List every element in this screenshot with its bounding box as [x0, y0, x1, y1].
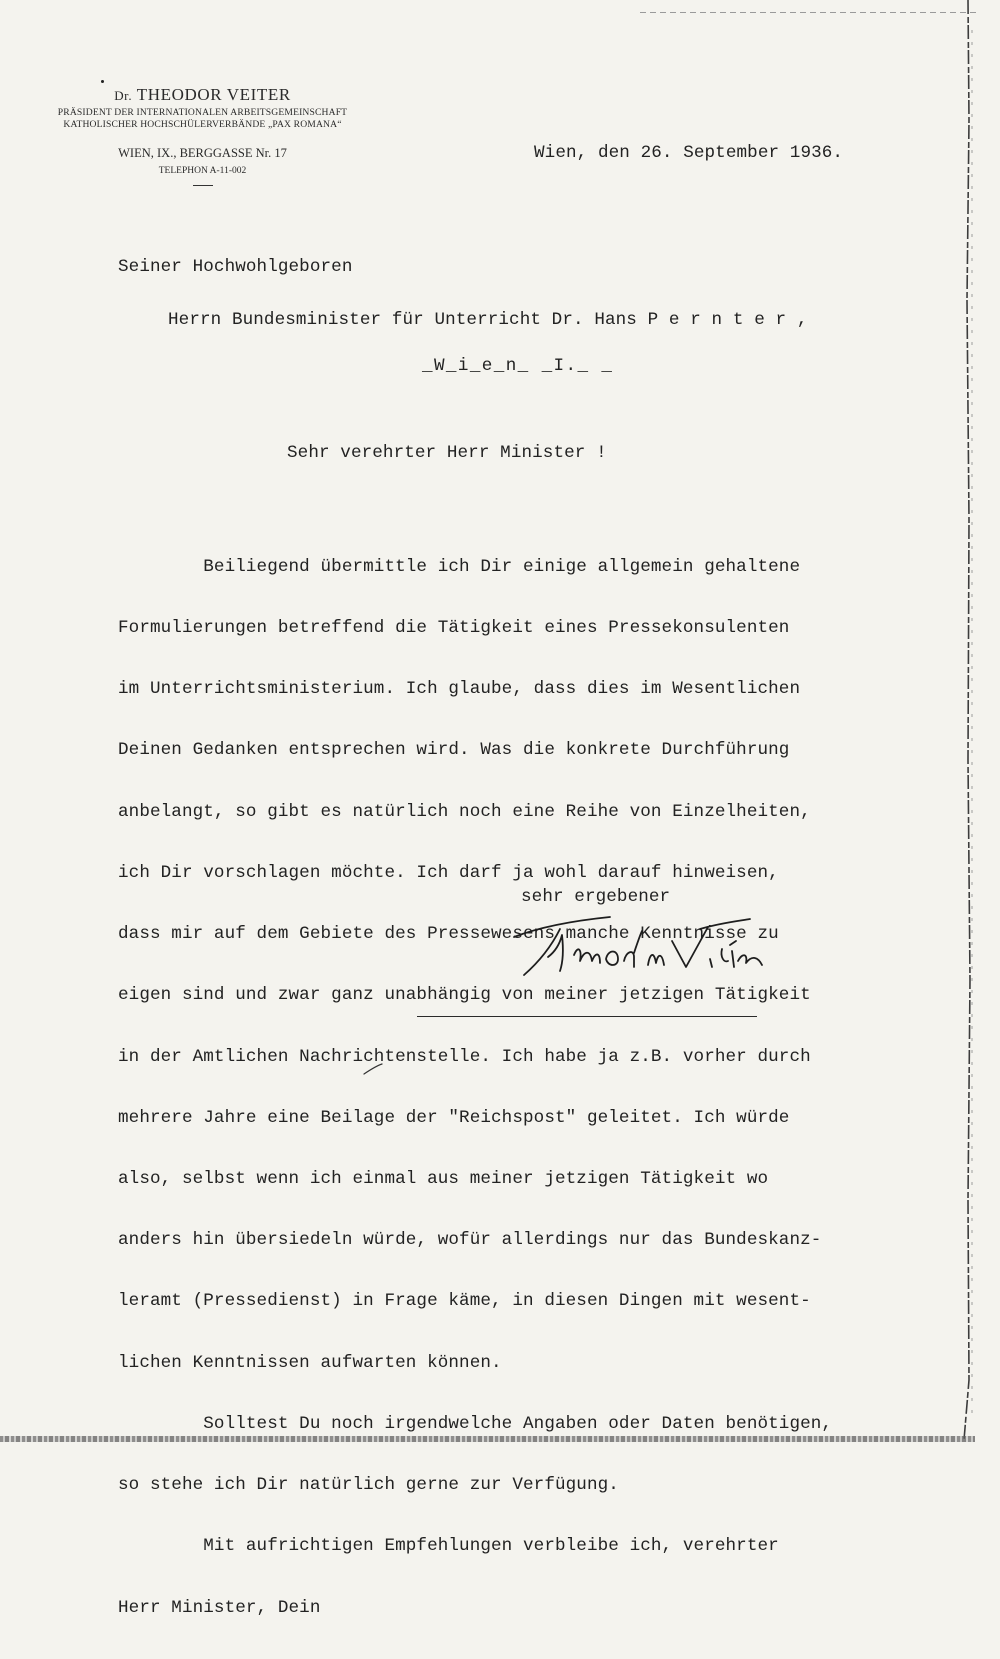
body-line: Beiliegend übermittle ich Dir einige allgemein gehaltene [118, 556, 801, 577]
scan-edge-top [640, 12, 980, 13]
letterhead-title-line-1: PRÄSIDENT DER INTERNATIONALEN ARBEITSGEMEINSCHAFT [57, 107, 348, 118]
body-line: Formulierungen betreffend die Tätigkeit eines Pressekonsulenten [118, 618, 790, 639]
letter-greeting: Sehr verehrter Herr Minister ! [287, 443, 607, 463]
body-line: also, selbst wenn ich einmal aus meiner jetzigen Tätigkeit wo [118, 1169, 769, 1189]
recipient-addressee: Herrn Bundesminister für Unterricht Dr. Hans P e r n t e r , [168, 310, 808, 330]
handwritten-signature [500, 905, 770, 995]
letterhead-name [40, 84, 365, 107]
scan-edge-right [960, 0, 974, 1450]
body-line: Solltest Du noch irgendwelche Angaben oder Daten benötigen, [118, 1413, 833, 1434]
body-line: in der Amtlichen Nachrichtenstelle. Ich habe ja z.B. vorher durch [118, 1046, 811, 1067]
body-line: im Unterrichtsministerium. Ich glaube, dass dies im Wesentlichen [118, 679, 801, 700]
signature-underline [417, 1016, 757, 1017]
body-line: ich Dir vorschlagen möchte. Ich darf ja wohl darauf hinweisen, [118, 862, 779, 883]
letterhead-address: WIEN, IX., BERGGASSE Nr. 17 [118, 146, 287, 160]
scan-edge-bottom [0, 1436, 975, 1442]
body-line: eigen sind und zwar ganz unabhängig von meiner jetzigen Tätigkeit [118, 985, 811, 1006]
body-line: mehrere Jahre eine Beilage der "Reichspost" geleitet. Ich würde [118, 1107, 790, 1128]
letterhead-divider [193, 185, 213, 186]
body-line: Herr Minister, Dein [118, 1597, 321, 1618]
letterhead-name-prefix: Dr. [114, 88, 133, 103]
body-line: leramt (Pressedienst) in Frage käme, in diesen Dingen mit wesent- [118, 1291, 811, 1312]
body-line: anbelangt, so gibt es natürlich noch eine Reihe von Einzelheiten, [118, 801, 811, 822]
body-line: Mit aufrichtigen Empfehlungen verbleibe ich, verehrter [118, 1536, 779, 1557]
body-line: Deinen Gedanken entsprechen wird. Was die konkrete Durchführung [118, 740, 790, 761]
letterhead-dot [101, 80, 104, 83]
body-line: so stehe ich Dir natürlich gerne zur Verfügung. [118, 1475, 619, 1496]
letterhead [40, 84, 365, 186]
letter-body [118, 516, 832, 1659]
body-line: lichen Kenntnissen aufwarten können. [118, 1352, 502, 1373]
letterhead-phone: TELEPHON A-11-002 [158, 166, 247, 176]
letterhead-title-line-2: KATHOLISCHER HOCHSCHÜLERVERBÄNDE „PAX ROMANA“ [63, 119, 342, 130]
recipient-city: _W_i_e_n_ _I._ _ [422, 356, 614, 376]
letter-closing: sehr ergebener [521, 887, 671, 907]
letter-date: Wien, den 26. September 1936. [534, 143, 844, 163]
recipient-salutation: Seiner Hochwohlgeboren [118, 257, 353, 277]
stray-pen-mark [362, 1062, 384, 1076]
letterhead-name-text: THEODOR VEITER [136, 85, 291, 104]
body-line: dass mir auf dem Gebiete des Pressewesens manche Kenntnisse zu [118, 924, 779, 945]
body-line: anders hin übersiedeln würde, wofür allerdings nur das Bundeskanz- [118, 1230, 822, 1251]
